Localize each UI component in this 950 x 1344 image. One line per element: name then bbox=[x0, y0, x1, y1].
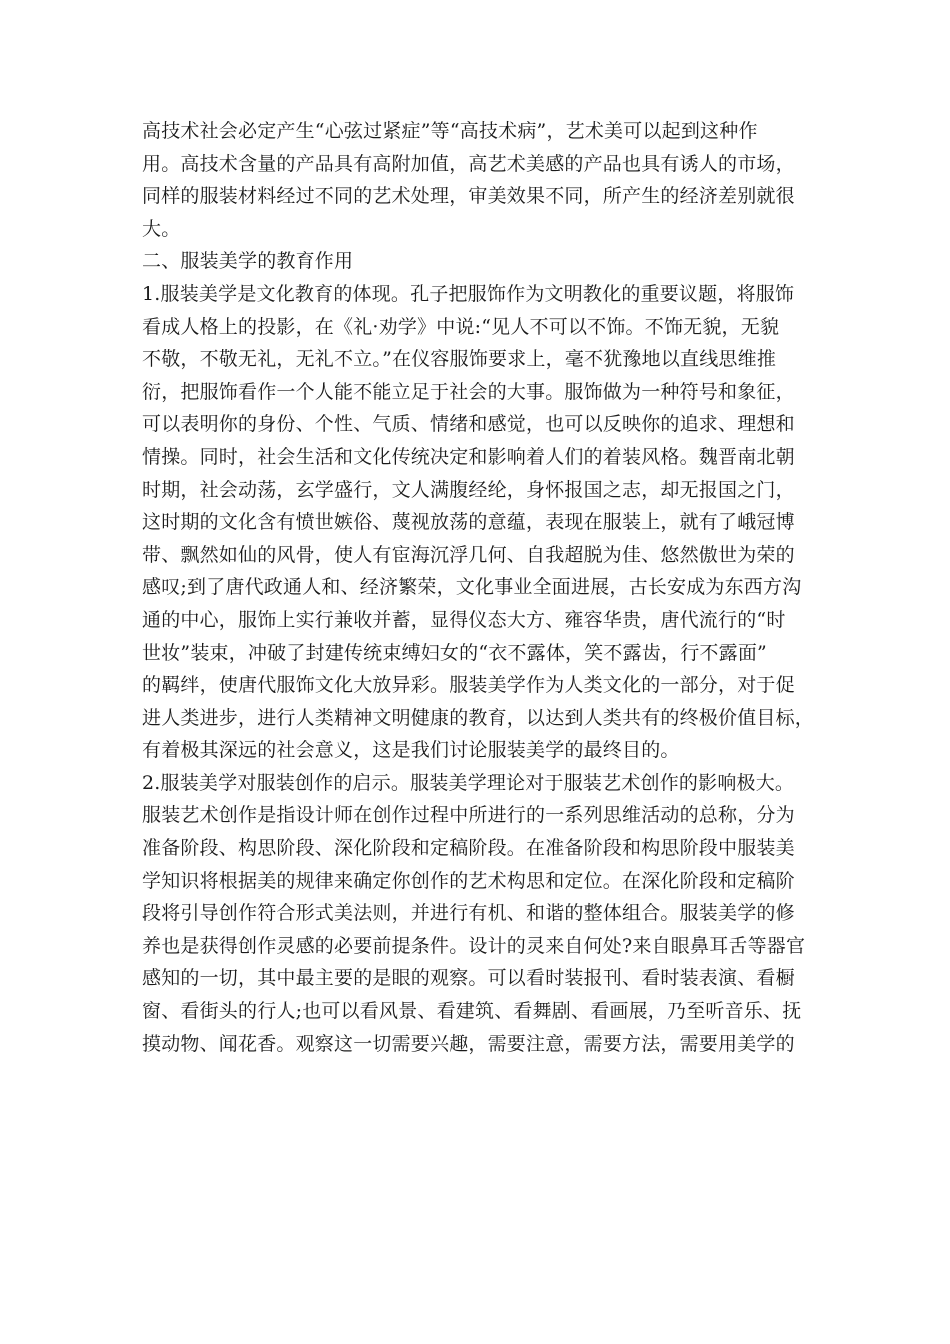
text-line: 同样的服装材料经过不同的艺术处理，审美效果不同，所产生的经济差别就很 bbox=[142, 185, 795, 208]
text-line: 大。 bbox=[142, 217, 181, 240]
text-line: 通的中心，服饰上实行兼收并蓄，显得仪态大方、雍容华贵，唐代流行的“时 bbox=[142, 608, 786, 631]
text-line: 1.服装美学是文化教育的体现。孔子把服饰作为文明教化的重要议题，将服饰 bbox=[142, 282, 795, 305]
text-line: 衍，把服饰看作一个人能不能立足于社会的大事。服饰做为一种符号和象征， bbox=[142, 380, 795, 403]
text-line: 时期，社会动荡，玄学盛行，文人满腹经纶，身怀报国之志，却无报国之门， bbox=[142, 478, 795, 501]
text-line: 有着极其深远的社会意义，这是我们讨论服装美学的最终目的。 bbox=[142, 739, 680, 762]
text-line: 养也是获得创作灵感的必要前提条件。设计的灵来自何处?来自眼鼻耳舌等器官 bbox=[142, 934, 806, 957]
text-line: 可以表明你的身份、个性、气质、情绪和感觉，也可以反映你的追求、理想和 bbox=[142, 413, 795, 436]
text-line: 世妆”装束，冲破了封建传统束缚妇女的“衣不露体，笑不露齿，行不露面” bbox=[142, 641, 767, 664]
text-line: 这时期的文化含有愤世嫉俗、蔑视放荡的意蕴，表现在服装上，就有了峨冠博 bbox=[142, 511, 795, 534]
text-line: 学知识将根据美的规律来确定你创作的艺术构思和定位。在深化阶段和定稿阶 bbox=[142, 869, 795, 892]
text-line: 高技术社会必定产生“心弦过紧症”等“高技术病”，艺术美可以起到这种作 bbox=[142, 120, 758, 142]
body-text bbox=[142, 115, 822, 1060]
text-line: 感知的一切，其中最主要的是眼的观察。可以看时装报刊、看时装表演、看橱 bbox=[142, 967, 795, 990]
text-line: 不敬，不敬无礼，无礼不立。”在仪容服饰要求上，毫不犹豫地以直线思维推 bbox=[142, 348, 777, 371]
text-line: 的羁绊，使唐代服饰文化大放异彩。服装美学作为人类文化的一部分，对于促 bbox=[142, 674, 795, 697]
text-line: 进人类进步，进行人类精神文明健康的教育，以达到人类共有的终极价值目标， bbox=[142, 706, 815, 729]
text-line: 窗、看街头的行人;也可以看风景、看建筑、看舞剧、看画展，乃至听音乐、抚 bbox=[142, 1000, 802, 1023]
text-line: 服装艺术创作是指设计师在创作过程中所进行的一系列思维活动的总称，分为 bbox=[142, 804, 795, 827]
text-line: 用。高技术含量的产品具有高附加值，高艺术美感的产品也具有诱人的市场， bbox=[142, 152, 795, 175]
section-heading: 二、服装美学的教育作用 bbox=[142, 250, 354, 273]
text-line: 情操。同时，社会生活和文化传统决定和影响着人们的着装风格。魏晋南北朝 bbox=[142, 445, 795, 468]
text-line: 摸动物、闻花香。观察这一切需要兴趣，需要注意，需要方法，需要用美学的 bbox=[142, 1032, 795, 1055]
text-line: 2.服装美学对服装创作的启示。服装美学理论对于服装艺术创作的影响极大。 bbox=[142, 771, 795, 794]
text-line: 段将引导创作符合形式美法则，并进行有机、和谐的整体组合。服装美学的修 bbox=[142, 902, 795, 925]
text-line: 准备阶段、构思阶段、深化阶段和定稿阶段。在准备阶段和构思阶段中服装美 bbox=[142, 837, 795, 860]
text-line: 看成人格上的投影，在《礼·劝学》中说:“见人不可以不饰。不饰无貌，无貌 bbox=[142, 315, 780, 338]
text-line: 感叹;到了唐代政通人和、经济繁荣，文化事业全面进展，古长安成为东西方沟 bbox=[142, 576, 802, 599]
text-line: 带、飘然如仙的风骨，使人有宦海沉浮几何、自我超脱为佳、悠然傲世为荣的 bbox=[142, 543, 795, 566]
